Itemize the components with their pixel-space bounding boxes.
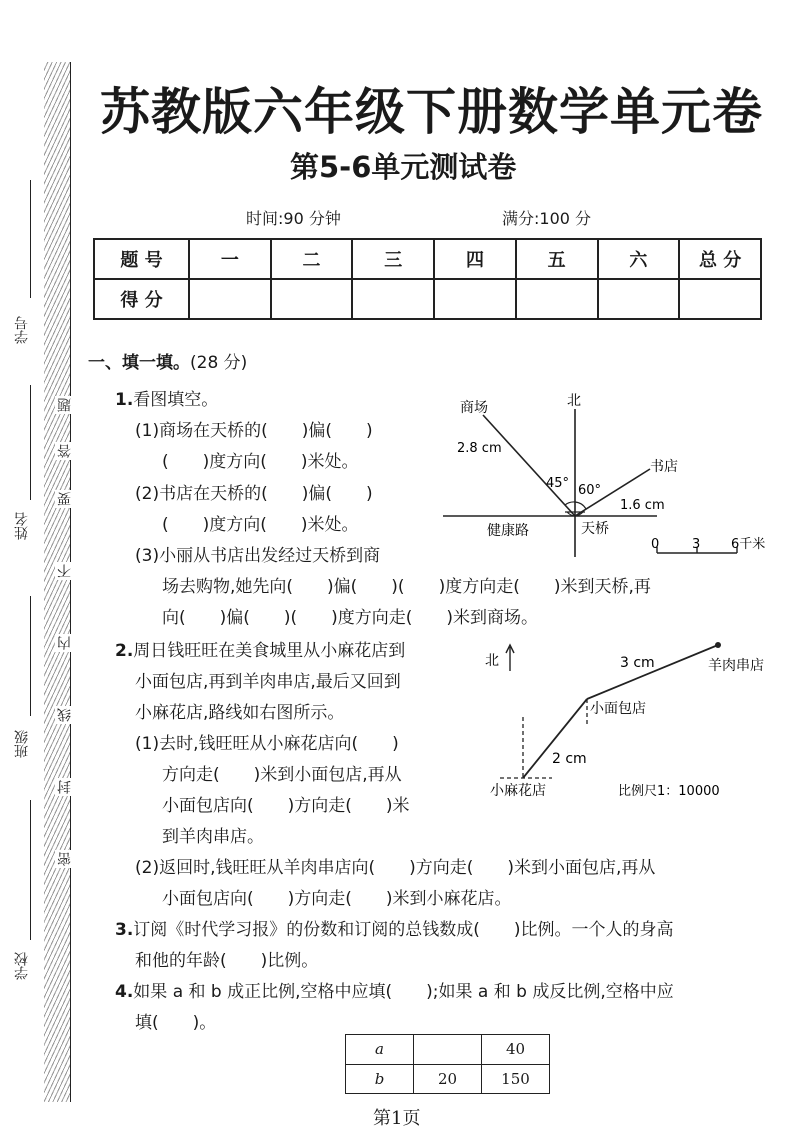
notice-char-feng: 封	[57, 780, 73, 794]
map-1-diagram	[435, 385, 795, 565]
map2-label-twist: 小麻花店	[490, 783, 546, 799]
map1-label-bridge: 天桥	[581, 521, 609, 537]
q3-line2: 和他的年龄( )比例。	[135, 951, 319, 971]
q1-number: 1.	[115, 390, 134, 410]
q2-number: 2.	[115, 641, 134, 661]
map1-angle-arc	[565, 502, 575, 505]
q2-part1-line1: (1)去时,钱旺旺从小麻花店向( )	[135, 734, 399, 754]
map2-label-scale: 比例尺1：10000	[618, 784, 720, 799]
field-label-name: 姓名	[14, 512, 30, 540]
class-line	[30, 596, 31, 716]
map1-label-angle-60: 60°	[578, 483, 602, 498]
map1-label-north: 北	[567, 393, 581, 409]
time-limit: 时间:90 分钟	[246, 209, 341, 228]
q2-part1-line3: 小面包店向( )方向走( )米	[162, 796, 410, 816]
score-table-score-row	[94, 279, 761, 319]
map1-scale-label-0: 0	[651, 537, 660, 552]
notice-char-mi: 密	[57, 852, 73, 866]
map-2-diagram	[480, 635, 780, 810]
notice-char-da: 答	[57, 444, 73, 458]
map2-label-lamb: 羊肉串店	[708, 658, 764, 674]
q2-part2-line2: 小面包店向( )方向走( )米到小麻花店。	[162, 889, 512, 909]
map1-scale-label-6km: 6千米	[731, 537, 766, 552]
q1-text: 看图填空。	[133, 390, 219, 410]
score-table-col-1: 一	[189, 239, 271, 279]
ab-table-label-b: b	[346, 1064, 414, 1094]
name-line	[30, 385, 31, 500]
ab-table-cell-blank[interactable]	[414, 1035, 482, 1065]
q1-part3-line3: 向( )偏( )( )度方向走( )米到商场。	[162, 608, 539, 628]
score-table	[93, 238, 762, 320]
score-cell[interactable]	[189, 279, 271, 319]
section-1-points: (28 分)	[190, 353, 248, 373]
field-label-school: 学校	[14, 952, 30, 980]
map1-label-angle-45: 45°	[546, 476, 570, 491]
score-table-col-total: 总 分	[679, 239, 761, 279]
q2-prompt-line2: 小面包店,再到羊肉串店,最后又回到	[135, 672, 401, 692]
ab-table-row-a	[346, 1035, 550, 1065]
score-cell[interactable]	[434, 279, 516, 319]
q3-number: 3.	[115, 920, 134, 940]
field-label-class: 班级	[14, 730, 30, 758]
score-cell[interactable]	[679, 279, 761, 319]
q1-part3-line1: (3)小丽从书店出发经过天桥到商	[135, 546, 381, 566]
q2-part1-line2: 方向走( )米到小面包店,再从	[162, 765, 402, 785]
q1-prompt	[115, 385, 218, 410]
ab-table-cell: 40	[482, 1035, 550, 1065]
map2-route-upper	[587, 645, 718, 699]
map2-label-north: 北	[485, 653, 499, 669]
q1-part1-line1: (1)商场在天桥的( )偏( )	[135, 421, 373, 441]
score-table-score-label: 得 分	[94, 279, 189, 319]
map2-label-dist-upper: 3 cm	[620, 655, 655, 671]
q3-line1	[115, 915, 674, 940]
q1-part2-line2: ( )度方向( )米处。	[162, 515, 359, 535]
map1-label-dist-book: 1.6 cm	[620, 498, 665, 513]
q2-part1-line4: 到羊肉串店。	[162, 827, 264, 847]
section-1-title: 一、填一填。	[88, 353, 190, 373]
section-1-heading	[88, 348, 247, 373]
q3-text-line1: 订阅《时代学习报》的份数和订阅的总钱数成( )比例。一个人的身高	[133, 920, 674, 940]
score-table-col-4: 四	[434, 239, 516, 279]
q2-part2-line1: (2)返回时,钱旺旺从羊肉串店向( )方向走( )米到小面包店,再从	[135, 858, 656, 878]
q1-part1-line2: ( )度方向( )米处。	[162, 452, 359, 472]
score-table-col-5: 五	[516, 239, 598, 279]
full-score: 满分:100 分	[502, 209, 592, 228]
school-line	[30, 800, 31, 940]
ab-table-cell: 20	[414, 1064, 482, 1094]
ab-value-table	[345, 1034, 550, 1094]
notice-char-bu: 不	[57, 564, 73, 578]
q1-part2-line1: (2)书店在天桥的( )偏( )	[135, 484, 373, 504]
margin-border-line	[70, 62, 71, 1102]
score-table-header-row	[94, 239, 761, 279]
score-cell[interactable]	[352, 279, 434, 319]
score-cell[interactable]	[516, 279, 598, 319]
map1-mall-ray	[483, 415, 575, 516]
ab-table-label-a: a	[346, 1035, 414, 1065]
page-title: 苏教版六年级下册数学单元卷	[100, 83, 763, 141]
ab-table-cell: 150	[482, 1064, 550, 1094]
field-label-student-id: 学号	[14, 316, 30, 344]
notice-char-xian: 线	[57, 708, 73, 722]
map1-scale-label-3: 3	[692, 537, 701, 552]
notice-char-yao: 要	[57, 492, 73, 506]
score-cell[interactable]	[271, 279, 353, 319]
map1-label-dist-mall: 2.8 cm	[457, 441, 502, 456]
q4-line2: 填( )。	[135, 1013, 217, 1033]
q2-prompt-line3: 小麻花店,路线如右图所示。	[135, 703, 345, 723]
map1-angle-arc	[575, 502, 586, 509]
score-table-col-2: 二	[271, 239, 353, 279]
notice-char-nei: 内	[57, 636, 73, 650]
map2-label-dist-lower: 2 cm	[552, 751, 587, 767]
q4-text-line1: 如果 a 和 b 成正比例,空格中应填( );如果 a 和 b 成反比例,空格中应	[133, 982, 674, 1002]
score-table-header-label: 题 号	[94, 239, 189, 279]
page-subtitle: 第5-6单元测试卷	[290, 150, 517, 184]
binding-hatch	[44, 62, 70, 1102]
q1-part3-line2: 场去购物,她先向( )偏( )( )度方向走( )米到天桥,再	[162, 577, 651, 597]
score-table-col-6: 六	[598, 239, 680, 279]
q2-prompt-line1	[115, 636, 405, 661]
map2-label-bread: 小面包店	[590, 701, 646, 717]
student-id-line	[30, 180, 31, 298]
q4-line1	[115, 977, 674, 1002]
map2-point-lamb	[715, 642, 721, 648]
ab-table-row-b	[346, 1064, 550, 1094]
score-cell[interactable]	[598, 279, 680, 319]
map1-label-mall: 商场	[460, 400, 488, 416]
map1-label-bookstore: 书店	[650, 459, 678, 475]
q4-number: 4.	[115, 982, 134, 1002]
map1-label-road: 健康路	[487, 523, 529, 539]
q2-text-line1: 周日钱旺旺在美食城里从小麻花店到	[133, 641, 406, 661]
notice-char-ti: 题	[57, 398, 73, 412]
score-table-col-3: 三	[352, 239, 434, 279]
page-number: 第1页	[373, 1108, 421, 1129]
